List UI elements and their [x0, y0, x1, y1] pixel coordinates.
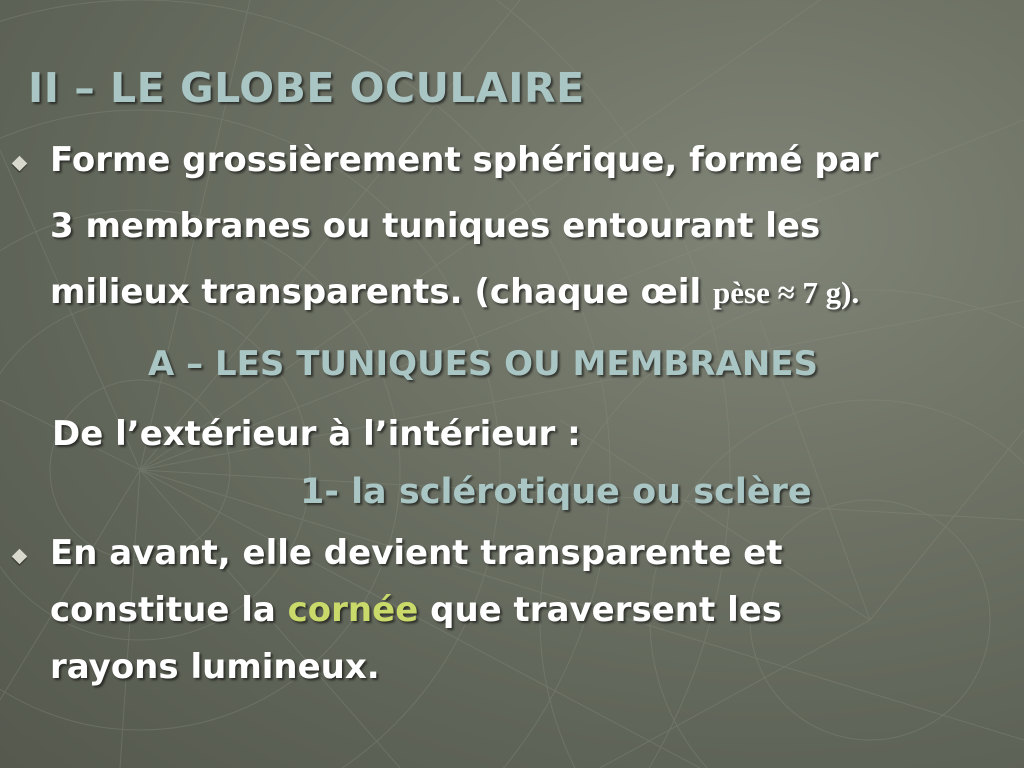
intro-text: De l’extérieur à l’intérieur : — [52, 414, 581, 454]
bullet2-line2-start: constitue la — [50, 590, 288, 630]
section-heading: A – LES TUNIQUES OU MEMBRANES — [148, 344, 818, 384]
slide-title: II – LE GLOBE OCULAIRE — [28, 64, 585, 112]
bullet1-line3 — [50, 272, 859, 312]
bullet2-line2-end: que traversent les — [418, 590, 783, 630]
bullet1-line3-start: milieux transparents. (chaque œil — [50, 272, 714, 312]
bullet2-line3: rayons lumineux. — [50, 647, 380, 687]
eye-weight-text: pèse ≈ 7 g). — [713, 275, 860, 310]
bullet2-line1: En avant, elle devient transparente et — [50, 533, 783, 573]
subsection-heading: 1- la sclérotique ou sclère — [300, 472, 812, 512]
bullet2-line2 — [50, 590, 782, 630]
bullet1-line2: 3 membranes ou tuniques entourant les — [50, 206, 821, 246]
cornea-term: cornée — [287, 590, 419, 630]
bullet1-line1: Forme grossièrement sphérique, formé par — [50, 140, 879, 180]
